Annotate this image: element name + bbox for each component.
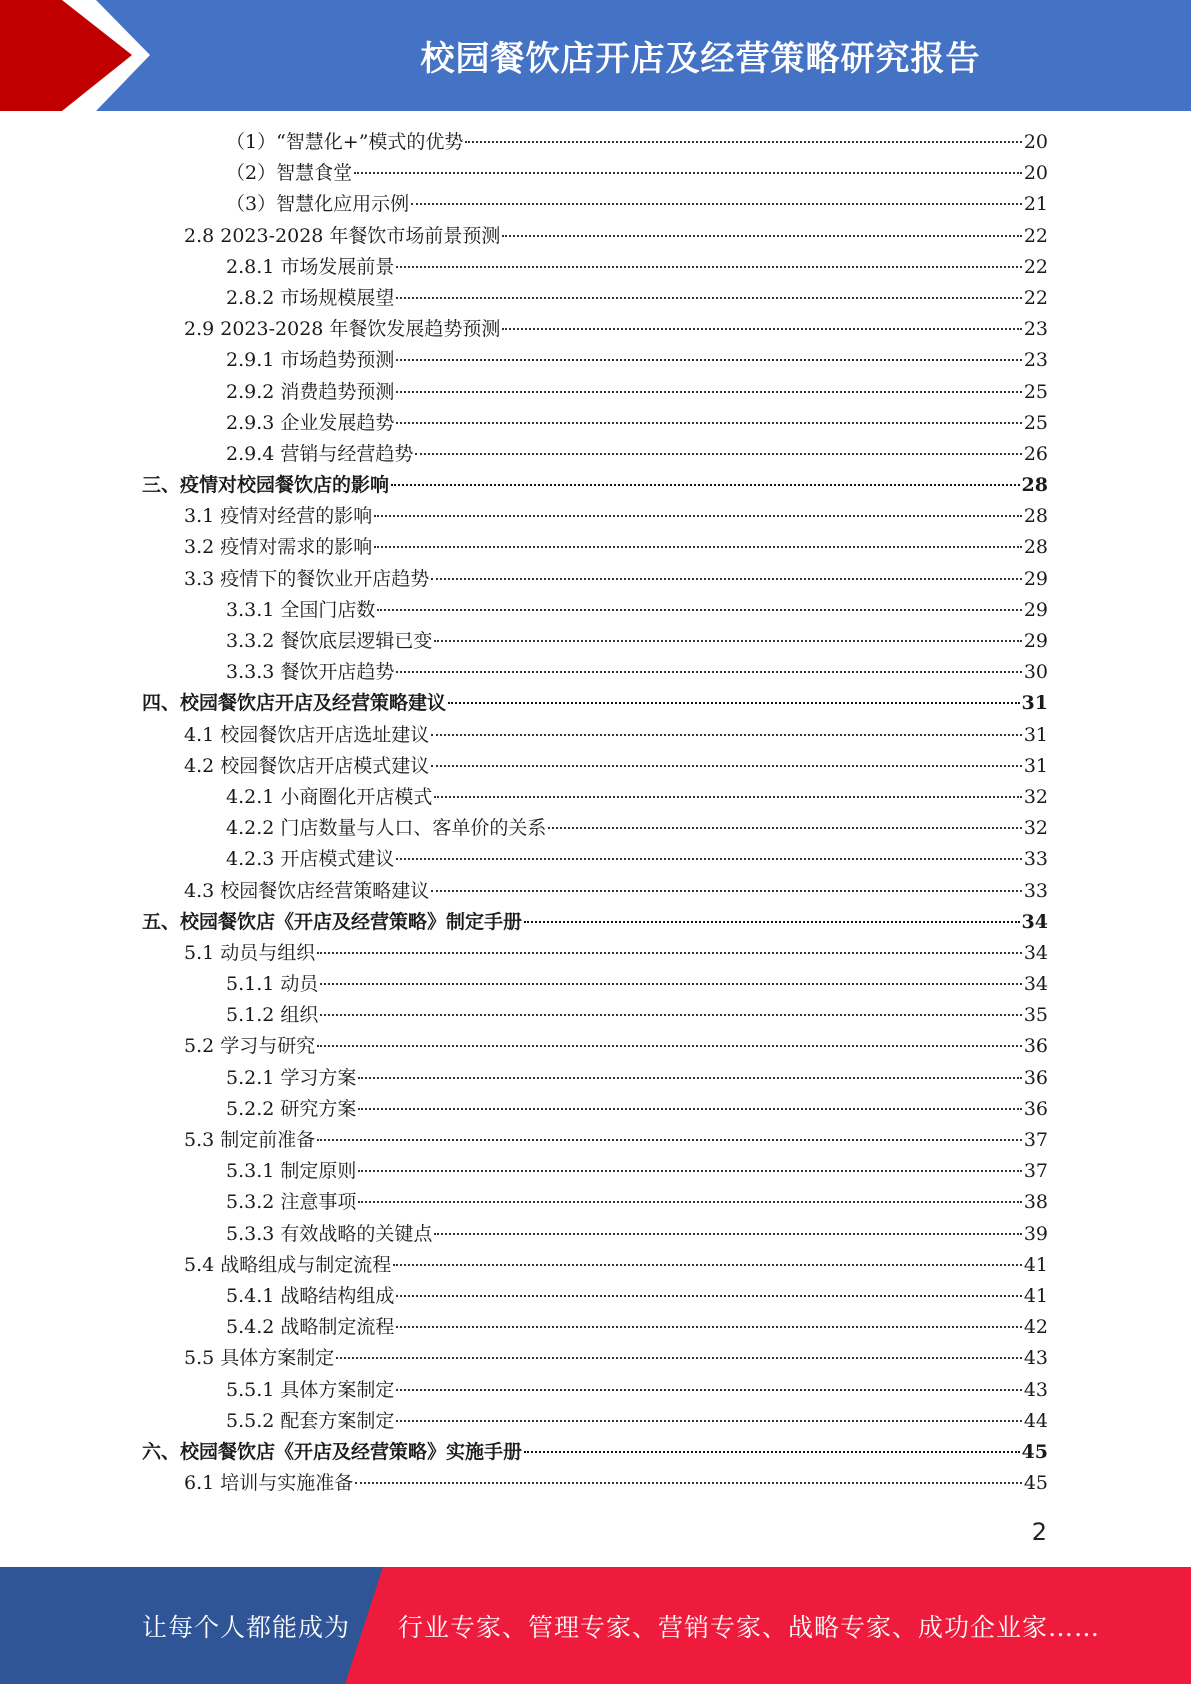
toc-dot-leader: [396, 359, 1021, 361]
toc-entry-label: 3.3.1 全国门店数: [226, 598, 376, 621]
toc-entry[interactable]: [142, 564, 1048, 595]
toc-entry-page: 39: [1023, 1222, 1048, 1245]
toc-entry-page: 31: [1023, 723, 1048, 746]
toc-dot-leader: [434, 796, 1021, 798]
toc-entry-page: 36: [1023, 1097, 1048, 1120]
toc-entry-page: 31: [1021, 692, 1048, 715]
toc-entry[interactable]: [142, 1281, 1048, 1312]
toc-entry-label: 4.2 校园餐饮店开店模式建议: [184, 754, 430, 777]
toc-entry-label: 4.2.1 小商圈化开店模式: [226, 785, 433, 808]
toc-entry-label: 5.5.1 具体方案制定: [226, 1378, 395, 1401]
toc-entry-label: 5.4.2 战略制定流程: [226, 1316, 395, 1339]
toc-entry-label: 2.8 2023-2028 年餐饮市场前景预测: [184, 224, 501, 247]
toc-dot-leader: [374, 546, 1022, 548]
toc-entry-label: 5.3.1 制定原则: [226, 1160, 357, 1183]
toc-entry[interactable]: [142, 1219, 1048, 1250]
toc-entry-page: 20: [1023, 162, 1048, 185]
toc-entry-page: 26: [1023, 442, 1048, 465]
toc-entry[interactable]: [142, 1063, 1048, 1094]
toc-entry-label: 4.1 校园餐饮店开店选址建议: [184, 723, 430, 746]
toc-entry[interactable]: [142, 408, 1048, 439]
toc-entry-page: 28: [1021, 474, 1048, 497]
toc-entry[interactable]: [142, 1156, 1048, 1187]
toc-entry-label: 三、疫情对校园餐饮店的影响: [142, 474, 390, 497]
toc-entry-label: 四、校园餐饮店开店及经营策略建议: [142, 692, 447, 715]
footer-slogan-right: 行业专家、管理专家、营销专家、战略专家、成功企业家……: [398, 1612, 1101, 1642]
toc-entry-page: 29: [1023, 598, 1048, 621]
toc-entry-page: 23: [1023, 318, 1048, 341]
toc-entry[interactable]: [142, 377, 1048, 408]
toc-entry-label: 2.9.2 消费趋势预测: [226, 380, 395, 403]
toc-entry-page: 34: [1021, 910, 1048, 933]
toc-entry-label: 5.2.2 研究方案: [226, 1097, 357, 1120]
toc-entry-page: 33: [1023, 879, 1048, 902]
toc-entry-label: 5.2 学习与研究: [184, 1035, 316, 1058]
toc-entry[interactable]: [142, 1406, 1048, 1437]
toc-entry-page: 21: [1023, 193, 1048, 216]
toc-entry-label: 5.3.3 有效战略的关键点: [226, 1222, 433, 1245]
toc-entry-page: 33: [1023, 848, 1048, 871]
toc-entry-page: 25: [1023, 411, 1048, 434]
toc-entry[interactable]: [142, 844, 1048, 875]
toc-entry[interactable]: [142, 314, 1048, 345]
toc-dot-leader: [396, 297, 1021, 299]
toc-entry[interactable]: [142, 907, 1048, 938]
toc-entry-label: 5.2.1 学习方案: [226, 1066, 357, 1089]
toc-entry[interactable]: [142, 158, 1048, 189]
toc-entry-label: 2.9.1 市场趋势预测: [226, 349, 395, 372]
toc-entry-label: 5.5.2 配套方案制定: [226, 1409, 395, 1432]
toc-entry-page: 32: [1023, 817, 1048, 840]
toc-entry[interactable]: [142, 751, 1048, 782]
toc-entry[interactable]: [142, 720, 1048, 751]
toc-entry-page: 45: [1021, 1440, 1048, 1463]
toc-dot-leader: [358, 1108, 1021, 1110]
toc-entry-label: 4.2.3 开店模式建议: [226, 848, 395, 871]
toc-dot-leader: [434, 1233, 1021, 1235]
toc-dot-leader: [396, 858, 1021, 860]
toc-entry[interactable]: [142, 1468, 1048, 1499]
toc-dot-leader: [320, 1014, 1021, 1016]
toc-entry-label: 4.3 校园餐饮店经营策略建议: [184, 879, 430, 902]
toc-entry-page: 43: [1023, 1378, 1048, 1401]
toc-entry[interactable]: [142, 876, 1048, 907]
toc-dot-leader: [336, 1357, 1022, 1359]
toc-entry[interactable]: [142, 813, 1048, 844]
toc-entry-page: 36: [1023, 1066, 1048, 1089]
toc-entry-label: （3）智慧化应用示例: [226, 193, 410, 216]
toc-dot-leader: [396, 266, 1021, 268]
toc-dot-leader: [502, 235, 1021, 237]
toc-entry-page: 42: [1023, 1316, 1048, 1339]
toc-entry-page: 38: [1023, 1191, 1048, 1214]
toc-entry-page: 34: [1023, 941, 1048, 964]
toc-entry-label: （1）“智慧化+”模式的优势: [226, 131, 464, 153]
toc-dot-leader: [317, 1045, 1022, 1047]
toc-entry-page: 34: [1023, 973, 1048, 996]
toc-entry[interactable]: [142, 1031, 1048, 1062]
toc-dot-leader: [358, 1170, 1021, 1172]
toc-dot-leader: [355, 1482, 1022, 1484]
toc-dot-leader: [396, 1389, 1021, 1391]
toc-entry[interactable]: [142, 938, 1048, 969]
toc-entry[interactable]: [142, 1375, 1048, 1406]
toc-entry-label: 5.4 战略组成与制定流程: [184, 1253, 392, 1276]
toc-entry-page: 25: [1023, 380, 1048, 403]
toc-entry[interactable]: [142, 501, 1048, 532]
toc-dot-leader: [465, 141, 1021, 143]
toc-entry[interactable]: [142, 969, 1048, 1000]
toc-entry[interactable]: [142, 439, 1048, 470]
toc-entry[interactable]: [142, 1094, 1048, 1125]
toc-entry[interactable]: [142, 470, 1048, 501]
toc-dot-leader: [411, 203, 1022, 205]
toc-dot-leader: [431, 734, 1022, 736]
toc-dot-leader: [358, 1077, 1021, 1079]
toc-dot-leader: [396, 391, 1021, 393]
table-of-contents: [142, 127, 1048, 1499]
toc-dot-leader: [431, 765, 1022, 767]
page-number: 2: [1031, 1518, 1047, 1546]
toc-entry-page: 22: [1023, 255, 1048, 278]
toc-entry-label: 3.3.3 餐饮开店趋势: [226, 661, 395, 684]
toc-entry-page: 29: [1023, 630, 1048, 652]
report-title: 校园餐饮店开店及经营策略研究报告: [420, 39, 981, 79]
toc-entry-label: （2）智慧食堂: [226, 162, 353, 185]
toc-entry[interactable]: [142, 283, 1048, 314]
toc-entry-page: 41: [1023, 1284, 1048, 1307]
toc-dot-leader: [396, 1326, 1021, 1328]
toc-dot-leader: [354, 172, 1022, 174]
toc-dot-leader: [396, 671, 1021, 673]
toc-entry-page: 28: [1023, 505, 1048, 528]
toc-dot-leader: [320, 983, 1021, 985]
toc-entry-page: 43: [1023, 1347, 1048, 1370]
toc-dot-leader: [502, 328, 1021, 330]
toc-entry-page: 30: [1023, 661, 1048, 684]
toc-dot-leader: [391, 484, 1020, 486]
toc-dot-leader: [524, 921, 1020, 923]
toc-entry[interactable]: [142, 1250, 1048, 1281]
toc-entry-label: 5.4.1 战略结构组成: [226, 1284, 395, 1307]
toc-entry-page: 28: [1023, 536, 1048, 559]
toc-dot-leader: [317, 1139, 1022, 1141]
toc-dot-leader: [548, 827, 1021, 829]
toc-entry-page: 22: [1023, 224, 1048, 247]
toc-entry[interactable]: [142, 688, 1048, 719]
toc-entry-page: 23: [1023, 349, 1048, 372]
toc-entry[interactable]: [142, 1000, 1048, 1031]
toc-entry-label: 3.1 疫情对经营的影响: [184, 505, 373, 528]
toc-entry-label: 3.2 疫情对需求的影响: [184, 536, 373, 559]
toc-entry-label: 5.1.2 组织: [226, 1004, 319, 1027]
toc-entry-label: 3.3 疫情下的餐饮业开店趋势: [184, 567, 430, 590]
toc-entry-label: 5.3.2 注意事项: [226, 1191, 357, 1214]
toc-entry-label: 5.1.1 动员: [226, 973, 319, 996]
toc-dot-leader: [434, 640, 1021, 642]
footer-slogan-left: 让每个人都能成为: [142, 1612, 351, 1642]
toc-dot-leader: [374, 515, 1022, 517]
toc-entry[interactable]: [142, 657, 1048, 688]
toc-entry-label: 2.8.2 市场规模展望: [226, 286, 395, 309]
toc-entry-label: 六、校园餐饮店《开店及经营策略》实施手册: [142, 1440, 523, 1463]
toc-entry-label: 五、校园餐饮店《开店及经营策略》制定手册: [142, 910, 523, 933]
toc-entry[interactable]: [142, 595, 1048, 626]
toc-entry[interactable]: [142, 782, 1048, 813]
toc-entry[interactable]: [142, 626, 1048, 657]
toc-dot-leader: [524, 1451, 1020, 1453]
footer-banner: [0, 1567, 1191, 1684]
toc-dot-leader: [393, 1264, 1022, 1266]
toc-entry-label: 2.9.4 营销与经营趋势: [226, 442, 414, 465]
toc-entry-label: 6.1 培训与实施准备: [184, 1472, 354, 1495]
toc-dot-leader: [431, 578, 1022, 580]
toc-entry-page: 36: [1023, 1035, 1048, 1058]
toc-entry-page: 37: [1023, 1160, 1048, 1183]
toc-entry-label: 5.1 动员与组织: [184, 941, 316, 964]
toc-entry[interactable]: [142, 345, 1048, 376]
toc-entry-label: 2.9 2023-2028 年餐饮发展趋势预测: [184, 318, 501, 341]
toc-entry-page: 32: [1023, 785, 1048, 808]
toc-entry-page: 35: [1023, 1004, 1048, 1027]
toc-entry-page: 45: [1023, 1472, 1048, 1495]
toc-entry-label: 4.2.2 门店数量与人口、客单价的关系: [226, 817, 547, 840]
toc-dot-leader: [448, 702, 1020, 704]
toc-entry[interactable]: [142, 1125, 1048, 1156]
toc-dot-leader: [396, 1420, 1021, 1422]
toc-entry-label: 3.3.2 餐饮底层逻辑已变: [226, 630, 433, 652]
toc-entry[interactable]: [142, 1437, 1048, 1468]
toc-entry-page: 44: [1023, 1409, 1048, 1432]
toc-entry[interactable]: [142, 1312, 1048, 1343]
toc-entry-label: 2.8.1 市场发展前景: [226, 255, 395, 278]
toc-entry[interactable]: [142, 127, 1048, 158]
toc-dot-leader: [377, 609, 1021, 611]
toc-entry[interactable]: [142, 252, 1048, 283]
toc-entry[interactable]: [142, 532, 1048, 563]
toc-dot-leader: [415, 453, 1021, 455]
toc-entry-page: 37: [1023, 1129, 1048, 1151]
toc-entry-page: 31: [1023, 754, 1048, 777]
toc-dot-leader: [358, 1201, 1021, 1203]
toc-entry-label: 5.5 具体方案制定: [184, 1347, 335, 1370]
toc-dot-leader: [317, 952, 1022, 954]
toc-entry[interactable]: [142, 1343, 1048, 1374]
toc-entry-label: 2.9.3 企业发展趋势: [226, 411, 395, 434]
toc-entry[interactable]: [142, 1187, 1048, 1218]
toc-entry-page: 41: [1023, 1253, 1048, 1276]
toc-entry[interactable]: [142, 189, 1048, 220]
toc-entry[interactable]: [142, 221, 1048, 252]
toc-entry-page: 20: [1023, 131, 1048, 153]
toc-entry-label: 5.3 制定前准备: [184, 1129, 316, 1151]
toc-entry-page: 22: [1023, 286, 1048, 309]
toc-dot-leader: [396, 422, 1021, 424]
toc-dot-leader: [431, 890, 1022, 892]
toc-entry-page: 29: [1023, 567, 1048, 590]
header-banner: [0, 0, 1191, 111]
toc-dot-leader: [396, 1295, 1021, 1297]
